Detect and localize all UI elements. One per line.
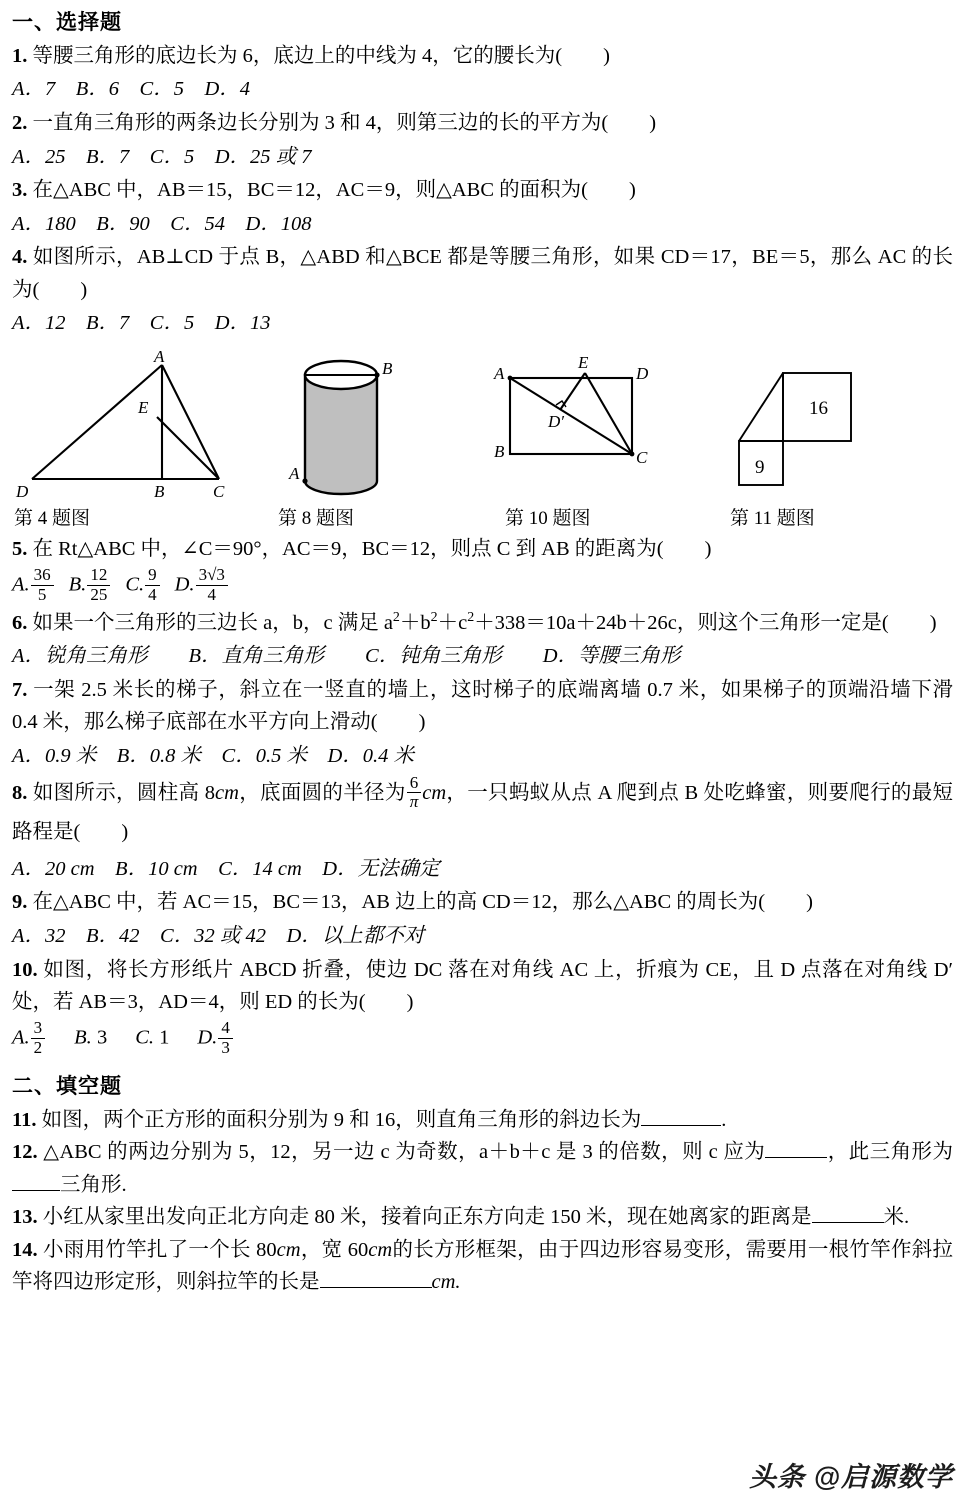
fig11-label-16: 16: [809, 397, 828, 419]
question-1-text: 等腰三角形的底边长为 6，底边上的中线为 4，它的腰长为( ): [32, 45, 610, 67]
question-6: [12, 607, 967, 639]
question-14-text-part2: ，宽 60: [300, 1238, 369, 1261]
fraction-denominator: 4: [145, 585, 160, 604]
option-label-C: C.: [125, 573, 145, 596]
answer-blank-13[interactable]: [812, 1222, 884, 1223]
fraction-denominator: 4: [196, 585, 228, 604]
fig10-label-E: E: [578, 352, 589, 372]
option-label-A: A.: [12, 1026, 30, 1049]
answer-blank-11[interactable]: [641, 1125, 721, 1126]
question-8-text-part3: ，一只蚂蚁从点 A 爬到点 B 处吃蜂蜜，则要爬行的最短路程是( ): [12, 781, 954, 843]
answer-blank-12b[interactable]: [12, 1190, 60, 1191]
question-3: [12, 174, 967, 206]
question-8-options: A．20 cm B．10 cm C．14 cm D．无法确定: [12, 857, 440, 880]
question-4-options: A．12 B．7 C．5 D．13: [12, 312, 271, 335]
question-9-options: A．32 B．42 C．32 或 42 D．以上都不对: [12, 924, 425, 947]
question-9-number: 9.: [12, 891, 28, 914]
section-header-fill: 二、填空题: [12, 1075, 122, 1099]
fraction-numerator: 12: [90, 565, 108, 585]
question-8-fraction: [407, 774, 422, 812]
figure-question-8: [283, 351, 413, 506]
fig10-label-D-prime: D′: [548, 411, 564, 431]
figure-question-10: [488, 351, 658, 506]
question-6-number: 6.: [12, 611, 28, 634]
question-4-text: 如图所示，AB⊥CD 于点 B，△ABD 和△BCE 都是等腰三角形，如果 CD＝17，BE＝5，那么 AC 的长为( ): [12, 246, 953, 301]
fig4-label-D: D: [16, 481, 29, 501]
option-label-C: C.: [135, 1026, 154, 1049]
option-B-value: 3: [96, 1026, 108, 1049]
exponent-b: 2: [430, 610, 438, 626]
fraction-numerator: 3√3: [198, 565, 225, 585]
question-13-text-part1: 小红从家里出发向正北方向走 80 米，接着向正东方向走 150 米，现在她离家的距离是: [42, 1206, 812, 1229]
fig10-label-C: C: [636, 447, 648, 467]
question-8-text-part1: 如图所示，圆柱高 8: [32, 781, 215, 804]
section-header-choice: 一、选择题: [12, 11, 122, 34]
question-9-text: 在△ABC 中，若 AC＝15，BC＝13，AB 边上的高 CD＝12，那么△ABC 的周长为( ): [32, 891, 813, 914]
fig4-label-B: B: [154, 481, 165, 501]
question-11-number: 11.: [12, 1109, 37, 1132]
question-3-text: 在△ABC 中，AB＝15，BC＝12，AC＝9，则△ABC 的面积为( ): [32, 179, 636, 202]
question-6-options: A．锐角三角形 B．直角三角形 C．钝角三角形 D．等腰三角形: [12, 645, 681, 668]
question-8-unit-cm: cm: [214, 781, 239, 804]
question-13: [12, 1201, 967, 1233]
question-12-text-part2: ，此三角形为: [827, 1141, 954, 1164]
watermark: 头条 @启源数学: [749, 1462, 953, 1492]
option-D-fraction: [196, 566, 228, 604]
caption-fig-8: 第 8 题图: [278, 507, 355, 529]
fraction-denominator: 2: [31, 1038, 46, 1057]
fraction-denominator: 3: [218, 1038, 233, 1057]
question-7-options: A．0.9 米 B．0.8 米 C．0.5 米 D．0.4 米: [12, 744, 415, 767]
figure-captions: [0, 503, 967, 533]
question-12-number: 12.: [12, 1141, 38, 1164]
option-label-B: B.: [68, 573, 87, 596]
question-1-options: A．7 B．6 C．5 D．4: [12, 78, 251, 101]
fig10-label-B: B: [494, 441, 505, 461]
question-3-options: A．180 B．90 C．54 D．108: [12, 212, 312, 235]
question-10: [12, 954, 967, 1019]
question-1-number: 1.: [12, 45, 28, 67]
question-11-text-part1: 如图，两个正方形的面积分别为 9 和 16，则直角三角形的斜边长为: [41, 1109, 642, 1132]
question-8-unit-cm-2: cm: [422, 781, 447, 804]
question-6-text-part1: 如果一个三角形的三边长 a，b，c 满足 a: [32, 611, 393, 634]
caption-fig-4: 第 4 题图: [14, 507, 91, 529]
fraction-denominator: 5: [31, 585, 54, 604]
fraction-numerator: 4: [221, 1018, 230, 1038]
question-6-text-part3: ＋c: [437, 611, 468, 634]
question-7-number: 7.: [12, 679, 28, 702]
question-12: [12, 1136, 967, 1201]
question-6-text-part4: ＋338＝10a＋24b＋26c，则这个三角形一定是( ): [474, 611, 937, 634]
fig11-label-9: 9: [755, 456, 765, 478]
question-14-text-part1: 小雨用竹竿扎了一个长 80: [43, 1238, 277, 1261]
question-12-text-part1: △ABC 的两边分别为 5，12，另一边 c 为奇数，a＋b＋c 是 3 的倍数，则 c 应为: [43, 1141, 766, 1164]
fig4-label-E: E: [138, 397, 149, 417]
fraction-numerator: 3: [33, 1018, 43, 1038]
figure-question-11: [735, 351, 885, 506]
fraction-numerator: 6: [409, 773, 419, 793]
question-6-text-part2: ＋b: [399, 611, 431, 634]
question-5-number: 5.: [12, 537, 28, 560]
question-5-text: 在 Rt△ABC 中，∠C＝90°，AC＝9，BC＝12，则点 C 到 AB 的距离为( ): [32, 537, 712, 560]
fraction-numerator: 36: [33, 565, 51, 585]
question-2-options: A．25 B．7 C．5 D．25 或 7: [12, 145, 312, 168]
exponent-a: 2: [392, 610, 400, 626]
question-2-text: 一直角三角形的两条边长分别为 3 和 4，则第三边的长的平方为( ): [32, 112, 657, 135]
question-14-text-part3: 的长方形框架，由于四边形容易变形，需要用一根竹竿作斜拉竿将四边形定形，则斜拉竿的长是: [12, 1238, 954, 1293]
question-12-text-part3: 三角形.: [60, 1173, 127, 1196]
question-1: [12, 40, 967, 72]
option-D-fraction: [218, 1019, 233, 1057]
question-2-number: 2.: [12, 112, 28, 135]
fraction-denominator: π: [407, 792, 422, 811]
question-3-number: 3.: [12, 179, 28, 202]
option-B-fraction: [87, 566, 110, 604]
question-10-text: 如图，将长方形纸片 ABCD 折叠，使边 DC 落在对角线 AC 上，折痕为 CE，且 D 点落在对角线 D′处，若 AB＝3，AD＝4，则 ED 的长为( ): [12, 958, 953, 1013]
question-11-text-part2: .: [721, 1109, 727, 1132]
figure-question-4: [14, 351, 244, 506]
question-9: [12, 886, 967, 918]
question-14-number: 14.: [12, 1238, 38, 1261]
question-8-text-part2: ，底面圆的半径为: [238, 781, 406, 804]
question-8: [12, 774, 967, 852]
question-13-number: 13.: [12, 1206, 38, 1229]
option-C-fraction: [145, 566, 160, 604]
question-4: [12, 241, 967, 306]
question-14: [12, 1234, 967, 1299]
option-C-value: 1: [159, 1026, 170, 1049]
caption-fig-10: 第 10 题图: [505, 507, 591, 529]
question-8-number: 8.: [12, 781, 28, 804]
fraction-numerator: 9: [148, 565, 157, 585]
worksheet-page: [0, 6, 967, 1504]
option-label-B: B.: [74, 1026, 92, 1049]
question-10-options: [12, 1020, 967, 1058]
option-label-A: A.: [12, 573, 30, 596]
fig4-label-A: A: [154, 350, 165, 366]
question-13-text-part2: 米.: [883, 1206, 910, 1229]
fraction-denominator: 25: [87, 585, 110, 604]
option-A-fraction: [31, 566, 54, 604]
fig10-label-A: A: [494, 363, 505, 383]
question-14-unit-cm-1: cm: [276, 1238, 301, 1261]
option-label-D: D.: [197, 1026, 218, 1049]
question-5: [12, 533, 967, 565]
fig10-label-D: D: [636, 363, 649, 383]
option-label-D: D.: [174, 573, 195, 596]
fig8-label-A: A: [289, 463, 300, 483]
caption-fig-11: 第 11 题图: [730, 507, 815, 529]
question-11: [12, 1104, 967, 1136]
option-A-fraction: [31, 1019, 46, 1057]
question-14-text-part4: cm.: [431, 1270, 461, 1293]
fig8-label-B: B: [382, 358, 393, 378]
question-4-number: 4.: [12, 246, 28, 269]
question-14-unit-cm-2: cm: [368, 1238, 393, 1261]
question-7-text: 一架 2.5 米长的梯子，斜立在一竖直的墙上，这时梯子的底端离墙 0.7 米，如果梯子的顶端沿墙下滑 0.4 米，那么梯子底部在水平方向上滑动( ): [12, 679, 954, 734]
figure-row: [0, 351, 967, 503]
answer-blank-14[interactable]: [320, 1287, 432, 1288]
question-2: [12, 107, 967, 139]
question-7: [12, 674, 967, 739]
question-5-options: [12, 567, 967, 605]
answer-blank-12a[interactable]: [765, 1157, 827, 1158]
question-10-number: 10.: [12, 958, 38, 981]
exponent-c: 2: [467, 610, 475, 626]
fig4-label-C: C: [213, 481, 225, 501]
